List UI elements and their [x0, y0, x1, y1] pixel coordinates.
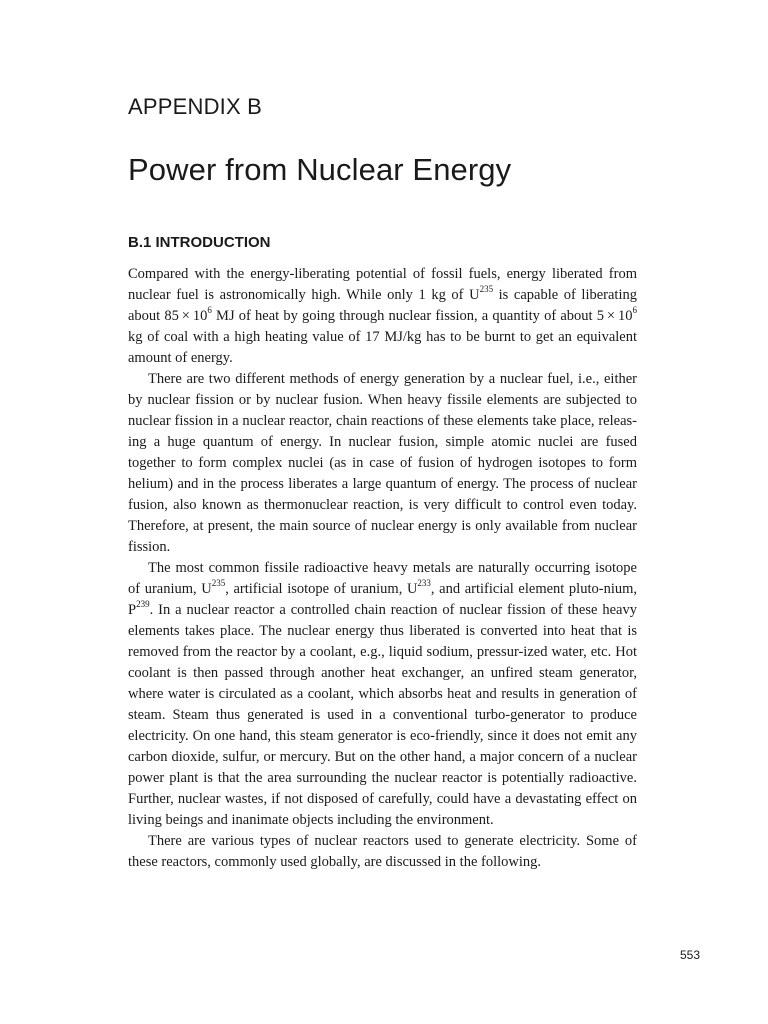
paragraph-3	[128, 558, 637, 831]
paragraph-1-text-a: Compared with the energy-liberating potential of fossil fuels, energy liberated from nuclear fuel is astronomically high. While only 1 kg of U	[128, 266, 637, 303]
paragraph-3-text-a: The most common fissile radioactive heavy metals are naturally occurring isotope of uranium, U	[128, 560, 637, 597]
paragraph-3-text-d: . In a nuclear reactor a controlled chain reaction of nuclear fission of these heavy elements takes place. The nuclear energy thus liberated is converted into heat that is removed from the reactor by a coolant, e.g., liquid sodium, pressur-ized water, etc. Hot coolant is then passed through another heat exchanger, an unfired steam generator, where water is circulated as a coolant, which absorbs heat and results in generation of steam. Steam thus generated is used in a conventional turbo-generator to produce electricity. On one hand, this steam generator is eco-friendly, since it does not emit any carbon dioxide, sulfur, or mercury. But on the other hand, a major concern of a nuclear power plant is that the area surrounding the nuclear reactor is potentially radioactive. Further, nuclear wastes, if not disposed of carefully, could have a devastating effect on living beings and inanimate objects including the environment.	[128, 602, 637, 828]
superscript: 235	[211, 578, 226, 589]
paragraph-4: There are various types of nuclear reactors used to generate electricity. Some of these reactors, commonly used globally, are discussed in the following.	[128, 833, 637, 870]
appendix-label: APPENDIX B	[128, 94, 263, 119]
paragraph-3-text-b: , artificial isotope of uranium, U	[225, 581, 418, 597]
superscript: 239	[136, 599, 150, 610]
superscript: 6	[207, 305, 212, 316]
chapter-title: Power from Nuclear Energy	[128, 152, 512, 187]
section-heading: B.1 INTRODUCTION	[128, 234, 271, 251]
superscript: 6	[632, 305, 637, 316]
paragraph-3-text-c: , and artificial element pluto-nium, P	[128, 581, 637, 618]
paragraph-1-text-b: is capable of liberating about 85 × 10	[128, 287, 637, 324]
superscript: 233	[417, 578, 431, 589]
paragraph-2: There are two different methods of energy generation by a nuclear fuel, i.e., either by nuclear fission or by nuclear fusion. When heavy fissile elements are subjected to nuclear fission in a nuclear reactor, chain reactions of these elements take place, releas-ing a huge quantum of energy. In nuclear fusion, simple atomic nuclei are fused together to form complex nuclei (as in case of fusion of hydrogen isotopes to form helium) and in the process liberates a large quantum of energy. The process of nuclear fusion, also known as thermonuclear reaction, is very difficult to control even today. Therefore, at present, the main source of nuclear energy is only available from nuclear fission.	[128, 371, 637, 555]
body-text	[128, 264, 637, 873]
paragraph-1	[128, 264, 637, 369]
paragraph-1-text-c: MJ of heat by going through nuclear fission, a quantity of about 5 × 10	[211, 308, 633, 324]
paragraph-1-text-d: kg of coal with a high heating value of 17 MJ/kg has to be burnt to get an equivalent amount of energy.	[128, 329, 637, 366]
page-number: 553	[680, 948, 701, 962]
superscript: 235	[479, 284, 494, 295]
